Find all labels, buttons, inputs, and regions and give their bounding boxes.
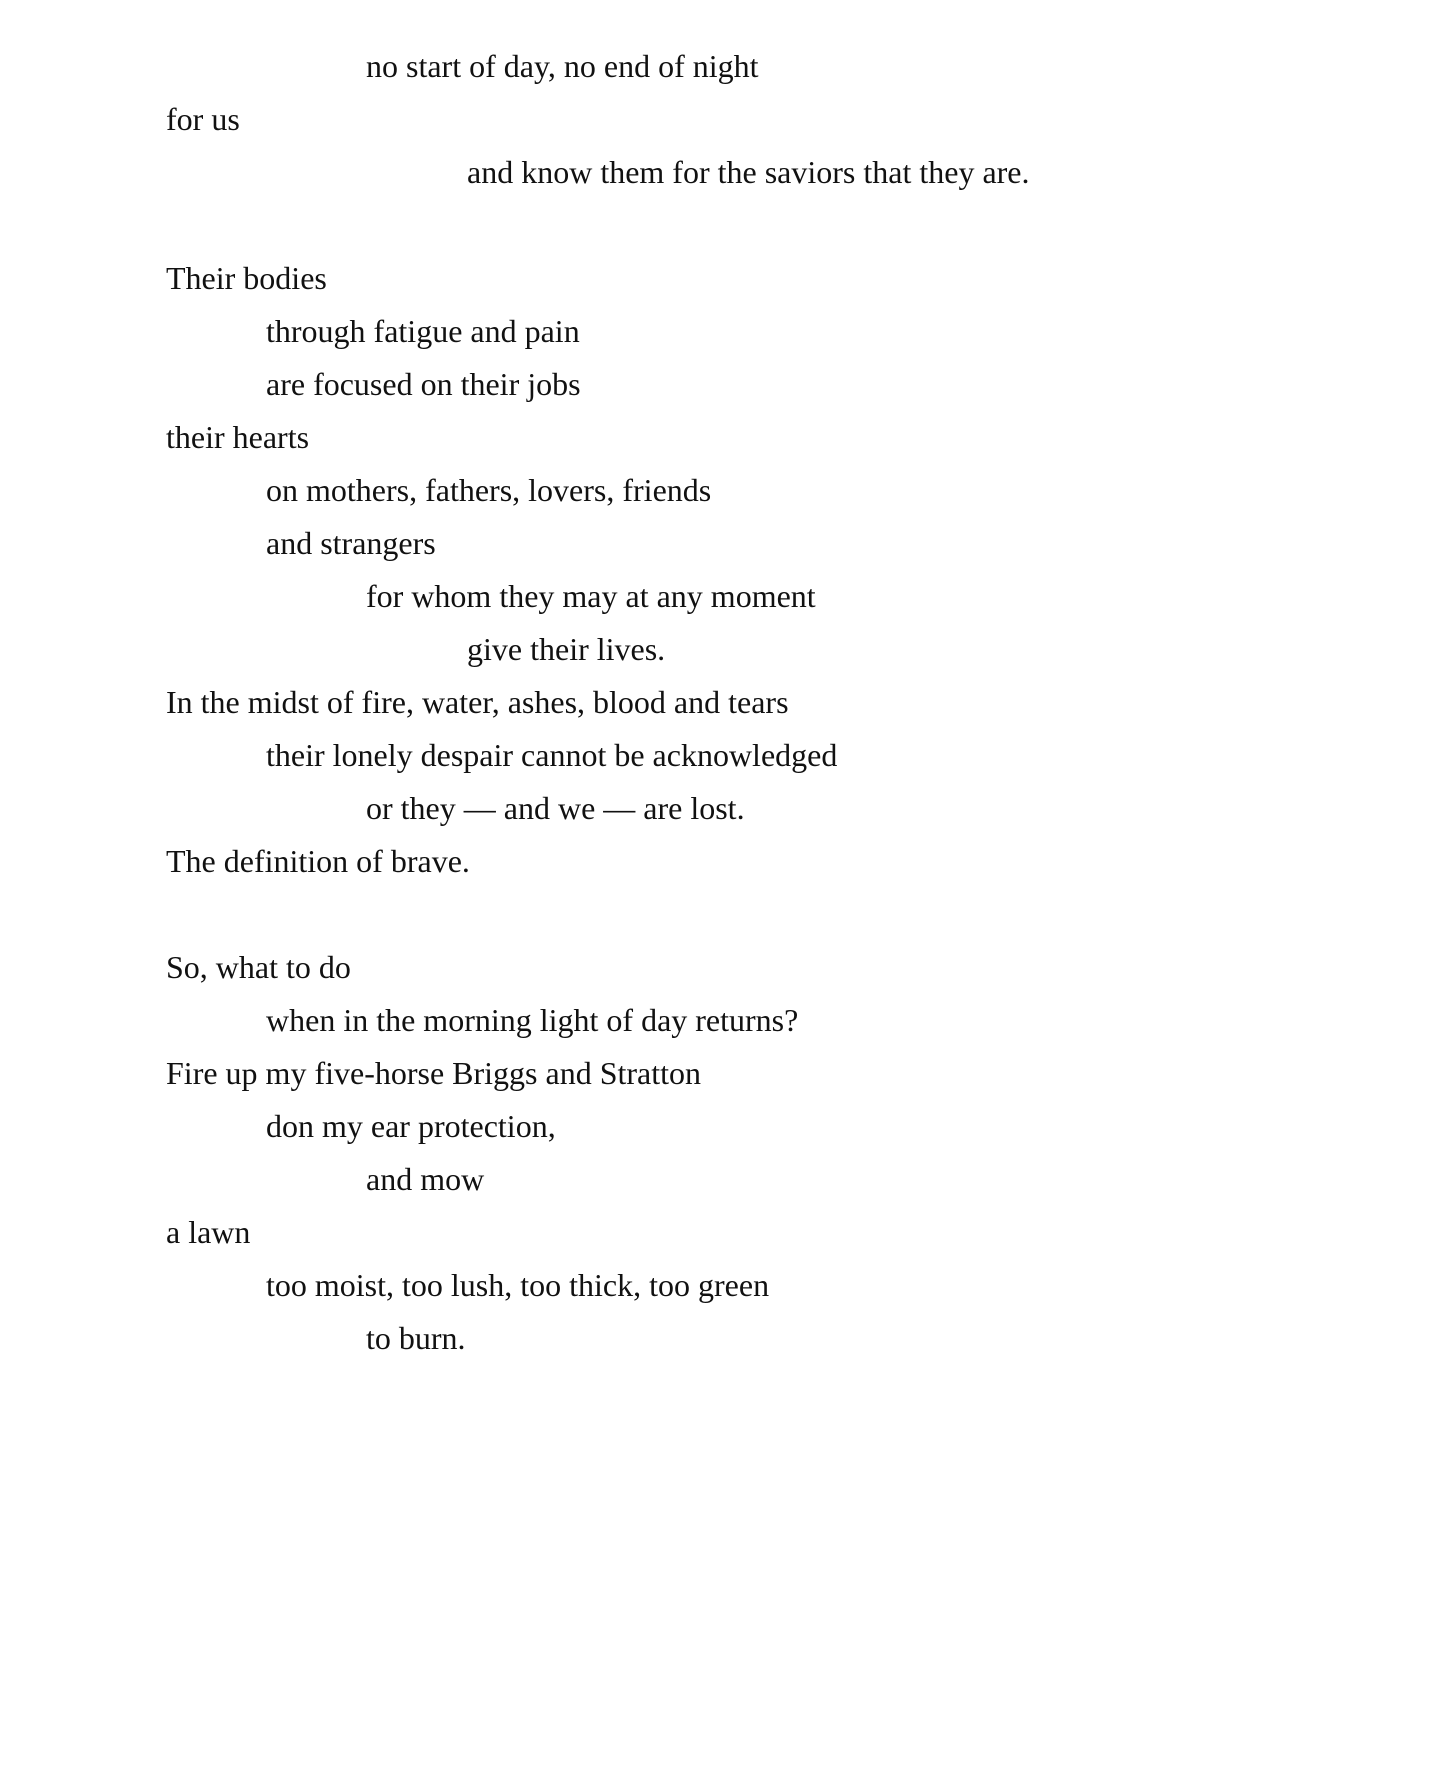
poem-line: through fatigue and pain [266, 313, 580, 349]
poem-text [166, 44, 1366, 1369]
poem-line: The definition of brave. [166, 843, 470, 879]
stanza-break [166, 203, 1366, 256]
poem-line: for us [166, 101, 240, 137]
poem-line: on mothers, fathers, lovers, friends [266, 472, 712, 508]
poem-line: too moist, too lush, too thick, too green [266, 1267, 770, 1303]
poem-line: a lawn [166, 1214, 251, 1250]
poem-line: their lonely despair cannot be acknowledged [266, 737, 838, 773]
poem-line: for whom they may at any moment [366, 578, 816, 614]
poem-line: or they — and we — are lost. [366, 790, 745, 826]
poem-line: their hearts [166, 419, 310, 455]
poem-line: when in the morning light of day returns? [266, 1002, 799, 1038]
poem-line: and strangers [266, 525, 436, 561]
poem-line: and know them for the saviors that they are. [467, 154, 1030, 190]
poem-line: In the midst of fire, water, ashes, blood and tears [166, 684, 789, 720]
poem-line: give their lives. [467, 631, 666, 667]
poem-line: no start of day, no end of night [366, 48, 759, 84]
poem-line: are focused on their jobs [266, 366, 581, 402]
poem-line: So, what to do [166, 949, 351, 985]
poem-line: Fire up my five-horse Briggs and Stratton [166, 1055, 702, 1091]
poem-line: and mow [366, 1161, 485, 1197]
poem-line: Their bodies [166, 260, 327, 296]
poem-line: to burn. [366, 1320, 466, 1356]
stanza-break [166, 892, 1366, 945]
poem-line: don my ear protection, [266, 1108, 556, 1144]
